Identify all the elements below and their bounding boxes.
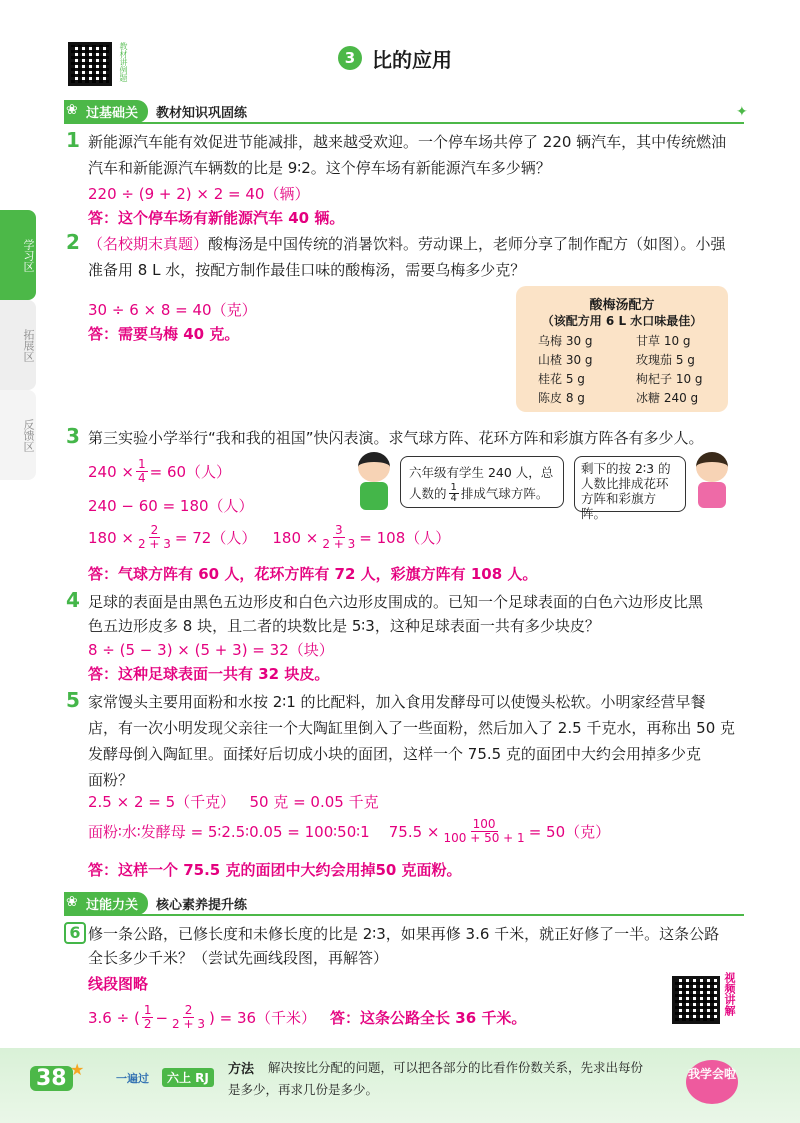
recipe-item: 陈皮 8 g [538, 391, 585, 405]
question-text: 修一条公路，已修长度和未修长度的比是 2∶3，如果再修 3.6 千米，就正好修了一半。这条公路 [88, 925, 720, 943]
section-subtitle: 核心素养提升练 [156, 897, 248, 913]
question-text: 色五边形皮多 8 块，且二者的块数比是 5∶3，这种足球表面一共有多少块皮？ [88, 617, 600, 635]
question-number: 6 [64, 922, 86, 944]
section-divider [64, 122, 744, 124]
star-icon: ✦ [736, 104, 748, 120]
section-subtitle: 教材知识巩固练 [156, 105, 248, 121]
question-text: 新能源汽车能有效促进节能减排，越来越受欢迎。一个停车场共停了 220 辆汽车，其中传统燃油 [88, 133, 727, 151]
section-banner-ability [64, 892, 247, 914]
recipe-item: 冰糖 240 g [636, 391, 699, 405]
video-qr-icon[interactable] [672, 976, 720, 1024]
solution-line: 2.5 × 2 = 5（千克） 50 克 = 0.05 千克 [88, 793, 379, 811]
answer-line: 答：这样一个 75.5 克的面团中大约会用掉50 克面粉。 [88, 861, 462, 879]
solution-line: 8 ÷ (5 − 3) × (5 + 3) = 32（块） [88, 641, 334, 659]
recipe-item: 桂花 5 g [538, 372, 585, 386]
page-number: 38 [30, 1066, 73, 1091]
leaf-icon: ❀ [66, 894, 78, 910]
question-number: 4 [66, 588, 80, 612]
diagram-note: 线段图略 [88, 975, 149, 993]
question-text: 第三实验小学举行“我和我的祖国”快闪表演。求气球方阵、花环方阵和彩旗方阵各有多少人。 [88, 429, 704, 447]
recipe-item: 枸杞子 10 g [636, 372, 703, 386]
section-tag: 过基础关 [64, 100, 148, 123]
solution-line: 3.6 ÷ ( $\frac{1}{2}$ − $\frac{2}{2 + 3}$ ) = 36（千米） 答：这条公路全长 36 千米。 [88, 1003, 527, 1031]
solution-line: 220 ÷ (9 + 2) × 2 = 40（辆） [88, 185, 310, 203]
solution-line: 30 ÷ 6 × 8 = 40（克） [88, 301, 257, 319]
side-tab-learn[interactable]: 学习区 [0, 210, 36, 300]
question-text: 准备用 8 L 水，按配方制作最佳口味的酸梅汤，需要乌梅多少克？ [88, 261, 526, 279]
question-text: 发酵母倒入陶缸里。面揉好后切成小块的面团，这样一个 75.5 克的面团中大约会用掉多少克 [88, 745, 701, 763]
solution-line: 180 × $\frac{2}{2 + 3}$ = 72（人） 180 × $\frac{3}{2 + 3}$ = 108（人） [88, 523, 451, 551]
question-text: （名校期末真题）酸梅汤是中国传统的消暑饮料。劳动课上，老师分享了制作配方（如图）。小强 [88, 235, 726, 253]
answer-line: 答：这种足球表面一共有 32 块皮。 [88, 665, 330, 683]
star-logo-icon: ★ [70, 1060, 85, 1079]
recipe-title: 酸梅汤配方 [589, 298, 655, 313]
question-text: 面粉？ [88, 771, 134, 789]
solution-line: 240 − 60 = 180（人） [88, 497, 254, 515]
learned-badge-button[interactable]: 我学会啦 [686, 1060, 738, 1104]
side-tab-extend[interactable]: 拓展区 [0, 300, 36, 390]
answer-line: 答：需要乌梅 40 克。 [88, 325, 240, 343]
question-number: 3 [66, 424, 80, 448]
boy-cartoon-icon [350, 452, 398, 512]
solution-line: 240 × $\frac{1}{4}$ = 60（人） [88, 457, 232, 485]
section-tag: 过能力关 [64, 892, 148, 915]
speech-bubble-boy: 六年级有学生 240 人，总 人数的 $\frac{1}{4}$ 排成气球方阵。 [400, 456, 564, 508]
answer-line: 答：这个停车场有新能源汽车 40 辆。 [88, 209, 345, 227]
answer-line: 答：这条公路全长 36 千米。 [330, 1008, 527, 1027]
recipe-item: 山楂 30 g [538, 353, 593, 367]
grade-label: 六上 RJ [162, 1068, 214, 1087]
question-text: 全长多少千米？（尝试先画线段图，再解答） [88, 949, 389, 967]
video-caption: 视频讲解 [723, 972, 736, 1016]
method-text: 是多少，再求几份是多少。 [228, 1082, 379, 1097]
recipe-item: 甘草 10 g [636, 334, 691, 348]
exam-tag: （名校期末真题） [88, 235, 209, 253]
question-number: 1 [66, 128, 80, 152]
leaf-icon: ❀ [66, 102, 78, 118]
brand-name: 一遍过 [116, 1072, 149, 1085]
side-tab-feedback[interactable]: 反馈区 [0, 390, 36, 480]
recipe-card [516, 286, 728, 412]
question-text: 家常馒头主要用面粉和水按 2∶1 的比配料，加入食用发酵母可以使馒头松软。小明家经营早餐 [88, 693, 706, 711]
solution-line: 面粉∶水∶发酵母 = 5∶2.5∶0.05 = 100∶50∶1 75.5 × $\frac{100}{100 + 50 + 1}$ = 50（克） [88, 817, 611, 845]
question-number: 5 [66, 688, 80, 712]
recipe-subtitle: （该配方用 6 L 水口味最佳） [541, 314, 703, 328]
section-banner-basic [64, 100, 247, 122]
page-title: 比的应用 [372, 48, 452, 72]
method-label: 方法 [228, 1062, 255, 1077]
answer-line: 答：气球方阵有 60 人，花环方阵有 72 人，彩旗方阵有 108 人。 [88, 565, 538, 583]
recipe-item: 乌梅 30 g [538, 334, 593, 348]
speech-bubble-girl: 剩下的按 2∶3 的 人数比排成花环 方阵和彩旗方阵。 [574, 456, 686, 512]
question-text: 汽车和新能源汽车辆数的比是 9∶2。这个停车场有新能源汽车多少辆？ [88, 159, 551, 177]
question-text: 店，有一次小明发现父亲往一个大陶缸里倒入了一些面粉，然后加入了 2.5 千克水，再称出 50 克 [88, 719, 736, 737]
girl-cartoon-icon [690, 452, 734, 510]
qr-code-icon[interactable] [68, 42, 112, 86]
recipe-item: 玫瑰茄 5 g [636, 353, 695, 367]
question-number: 2 [66, 230, 80, 254]
lesson-number-badge: 3 [338, 46, 362, 70]
question-text: 足球的表面是由黑色五边形皮和白色六边形皮围成的。已知一个足球表面的白色六边形皮比黑 [88, 593, 704, 611]
qr-caption: 教材讲例题 [119, 42, 128, 82]
section-divider [64, 914, 744, 916]
method-text: 解决按比分配的问题，可以把各部分的比看作份数关系，先求出每份 [268, 1060, 644, 1075]
